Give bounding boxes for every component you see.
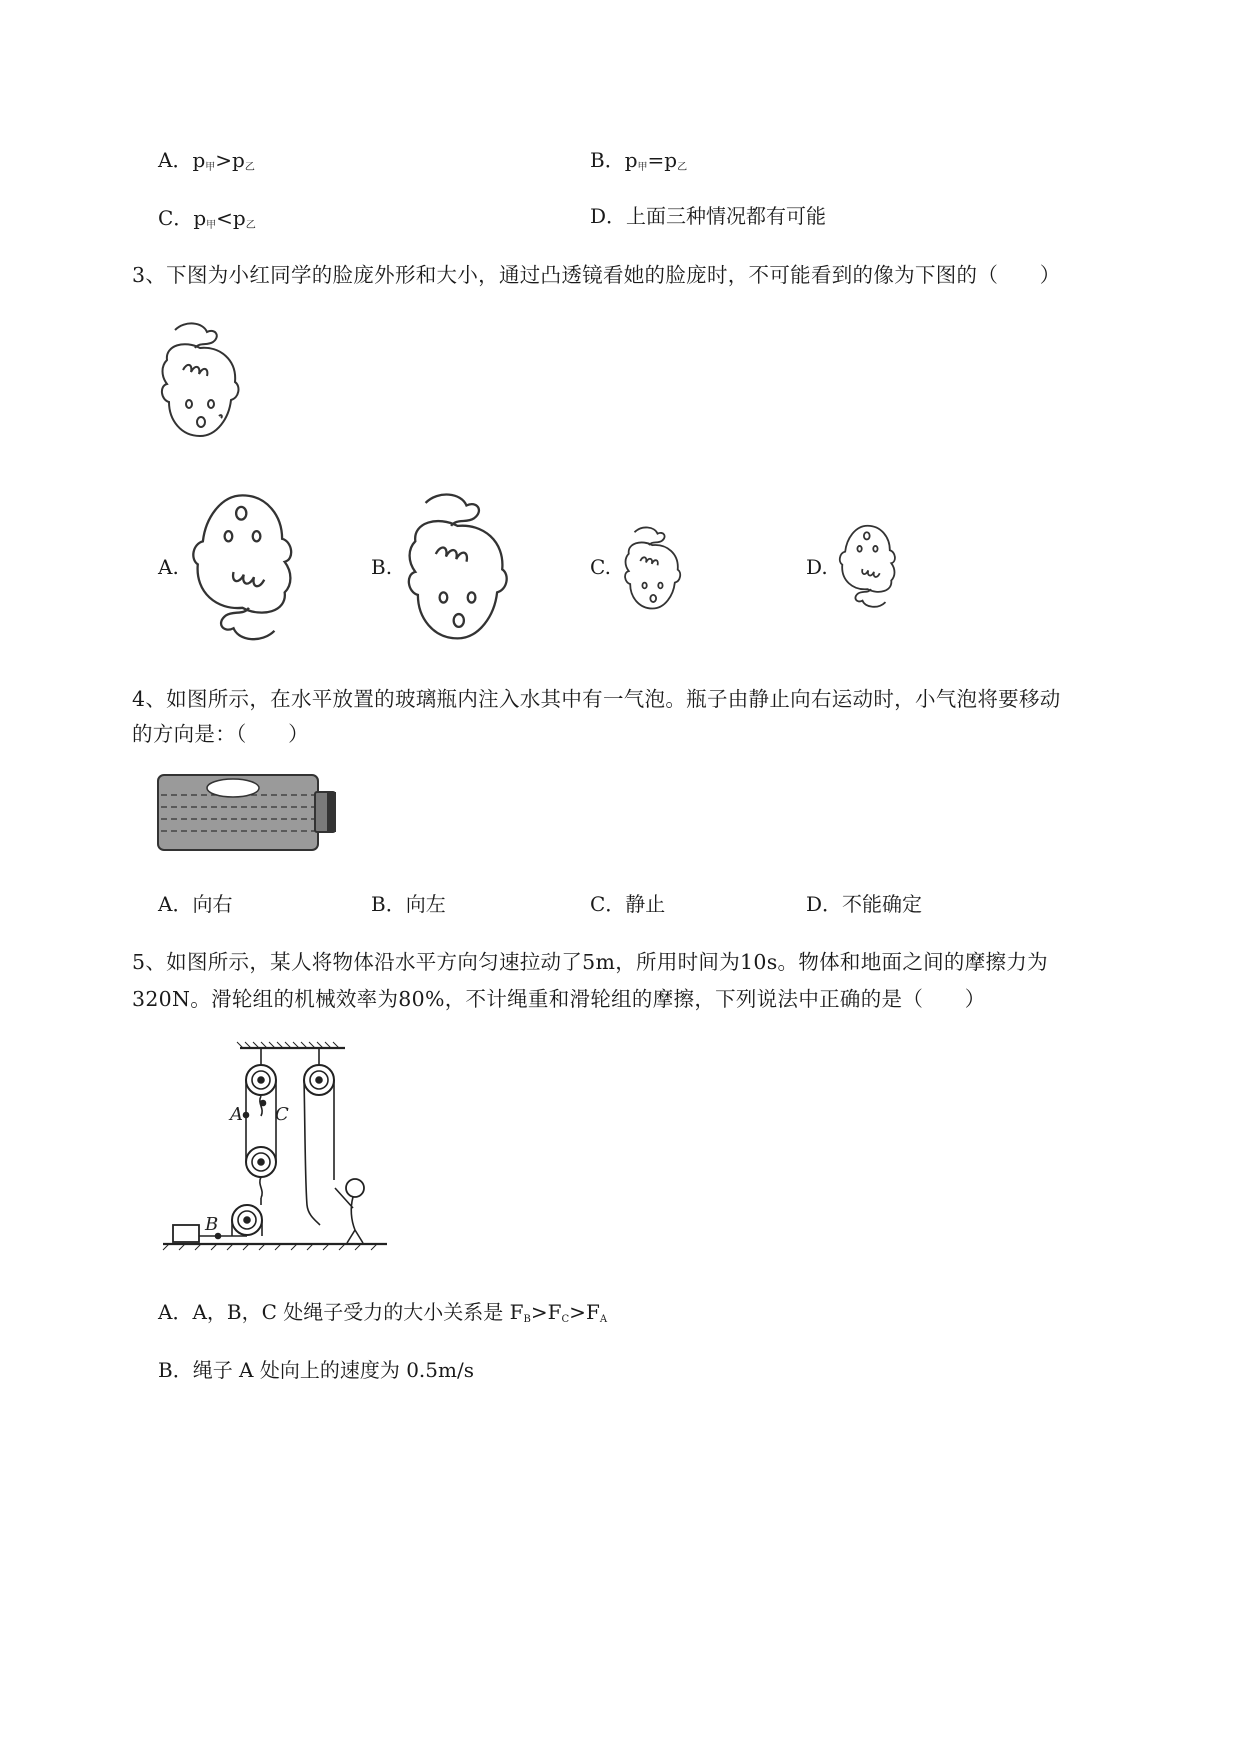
bottle-figure [155, 770, 340, 855]
figure-label-a: A [230, 1104, 243, 1125]
q3-option-c-image[interactable] [620, 525, 685, 615]
q4-option-d[interactable]: D．不能确定 [806, 892, 923, 916]
q3-option-a-label[interactable]: A. [158, 555, 179, 579]
q2-option-d[interactable]: D．上面三种情况都有可能 [590, 204, 827, 228]
q2-option-b[interactable]: B．$p_甲=p_乙$ [590, 148, 688, 173]
q3-option-a-image[interactable] [185, 485, 300, 645]
q3-option-b-image[interactable] [400, 490, 515, 650]
q4-option-b[interactable]: B．向左 [371, 892, 446, 916]
q3-question-text: 3、下图为小红同学的脸庞外形和大小，通过凸透镜看她的脸庞时，不可能看到的像为下图的（ ） [132, 263, 1061, 287]
q5-option-a[interactable]: A．A，B，C 处绳子受力的大小关系是 $F_B>F_C>F_A$ [158, 1300, 608, 1325]
q4-question-line2: 的方向是：（ ） [132, 722, 309, 746]
q5-question-line2: 320N。滑轮组的机械效率为80%，不计绳重和滑轮组的摩擦，下列说法中正确的是（ ） [132, 987, 986, 1011]
reference-face-image [155, 320, 245, 445]
q3-option-b-label[interactable]: B. [371, 555, 393, 579]
figure-label-c: C [275, 1104, 289, 1125]
q5-option-b[interactable]: B．绳子 A 处向上的速度为 0.5m/s [158, 1358, 474, 1382]
pulley-system-figure [155, 1040, 395, 1255]
q3-option-d-label[interactable]: D. [806, 555, 828, 579]
q4-option-a[interactable]: A．向右 [158, 892, 233, 916]
q4-option-c[interactable]: C．静止 [590, 892, 666, 916]
figure-label-b: B [205, 1214, 219, 1235]
q3-option-c-label[interactable]: C. [590, 555, 611, 579]
q2-option-a[interactable]: A．$p_甲>p_乙$ [158, 148, 255, 173]
q2-option-c[interactable]: C．$p_甲<p_乙$ [158, 206, 256, 231]
q4-question-line1: 4、如图所示，在水平放置的玻璃瓶内注入水其中有一气泡。瓶子由静止向右运动时，小气泡将要移动 [132, 687, 1061, 711]
q3-option-d-image[interactable] [835, 520, 900, 610]
q5-question-line1: 5、如图所示，某人将物体沿水平方向匀速拉动了5m，所用时间为10s。物体和地面之间的摩擦力为 [132, 950, 1048, 974]
